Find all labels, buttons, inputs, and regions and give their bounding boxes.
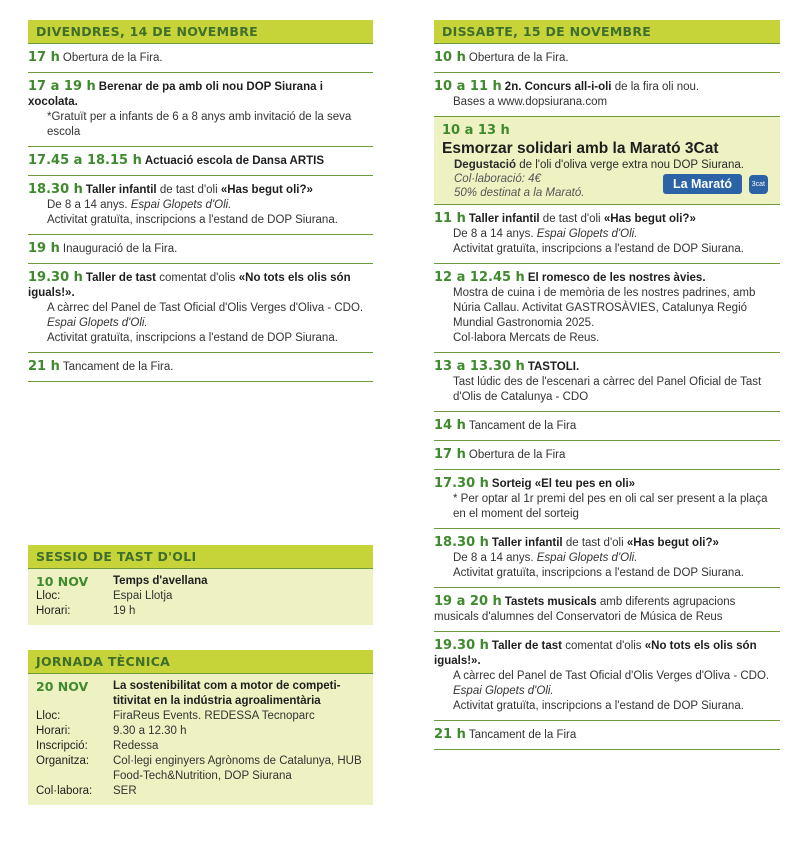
event-line: Activitat gratuïta, inscripcions a l'estand de DOP Siurana. [453, 567, 744, 579]
friday-event-4 [28, 176, 373, 235]
event-time: 19 a 20 h [434, 594, 502, 609]
event-title: Sorteig «El teu pes en oli» [491, 478, 636, 490]
event-line: Mostra de cuina i de memòria de les nostres padrines, amb Núria Callau. Activitat GASTROSÀVIES, Catalunya Regió Mundial Gastronomia 2025. [453, 287, 756, 329]
highlight-dest: 50% destinat a la Marató. [454, 187, 585, 199]
technical-title-row [36, 679, 365, 709]
event-time: 11 h [434, 211, 466, 226]
event-note: *Gratuït per a infants de 6 a 8 anys amb invitació de la seva escola [47, 111, 352, 138]
highlight-collab: Col·laboració: 4€ [454, 173, 541, 185]
event-text: Inauguració de la Fira. [62, 243, 178, 255]
event-title2: «Has begut oli?» [626, 537, 719, 549]
saturday-event-7 [434, 441, 780, 470]
event-text: de tast d'oli [565, 537, 624, 549]
event-line: Col·labora Mercats de Reus. [453, 332, 600, 344]
event-line: A càrrec del Panel de Tast Oficial d'Olis Verges d'Oliva - CDO. Espai Glopets d'Oli. [453, 670, 770, 697]
saturday-event-9 [434, 529, 780, 588]
event-time: 18.30 h [28, 182, 83, 197]
event-time: 19.30 h [28, 270, 83, 285]
technical-row: Lloc: FiraReus Events. REDESSA Tecnoparc [36, 710, 315, 722]
event-text: Tancament de la Fira. [62, 361, 174, 373]
saturday-event-12 [434, 721, 780, 750]
saturday-event-3 [434, 205, 780, 264]
tasting-header: SESSIO DE TAST D'OLI [28, 545, 373, 569]
event-text: amb diferents agrupacions musicals d'alumnes del Conservatori de Música de Reus [434, 596, 736, 623]
event-line: De 8 a 14 anys. Espai Glopets d'Oli. [453, 228, 638, 240]
friday-column [28, 20, 373, 382]
friday-event-2 [28, 73, 373, 147]
event-text: Tancament de la Fira [468, 420, 577, 432]
event-line: Tast lúdic des de l'escenari a càrrec del Panel Oficial de Tast d'Olis de Catalunya - CDO [453, 376, 762, 403]
technical-day-box [28, 650, 373, 805]
highlight-line: Degustació de l'oli d'oliva verge extra nou DOP Siurana. [454, 159, 744, 171]
event-title: Taller de tast [85, 272, 156, 284]
event-line: Activitat gratuïta, inscripcions a l'estand de DOP Siurana. [453, 700, 744, 712]
event-text: de tast d'oli [159, 184, 218, 196]
technical-row: Horari: 9.30 a 12.30 h [36, 725, 187, 737]
event-title: El romesco de les nostres àvies. [527, 272, 706, 284]
saturday-event-2 [434, 73, 780, 117]
event-title: TASTOLI. [527, 361, 580, 373]
event-time: 17.45 a 18.15 h [28, 153, 142, 168]
saturday-header: DISSABTE, 15 DE NOVEMBRE [434, 20, 780, 44]
saturday-column [434, 20, 780, 750]
event-text: comentat d'olis [159, 272, 236, 284]
event-time: 17 h [28, 50, 60, 65]
event-title: Actuació escola de Dansa ARTIS [144, 155, 325, 167]
saturday-event-5 [434, 353, 780, 412]
event-time: 19.30 h [434, 638, 489, 653]
technical-body [28, 674, 373, 805]
saturday-event-8 [434, 470, 780, 529]
technical-row: Inscripció: Redessa [36, 740, 159, 752]
event-time: 10 a 11 h [434, 79, 502, 94]
tasting-session-box [28, 545, 373, 625]
event-line: A càrrec del Panel de Tast Oficial d'Olis Verges d'Oliva - CDO. Espai Glopets d'Oli. [47, 302, 364, 329]
highlight-time: 10 a 13 h [442, 123, 510, 138]
event-line: Bases a www.dopsiurana.com [453, 96, 608, 108]
saturday-event-4 [434, 264, 780, 353]
event-time: 13 a 13.30 h [434, 359, 525, 374]
technical-row: Organitza: Col·legi enginyers Agrònoms de Catalunya, HUB Food-Tech&Nutrition, DOP Siurana [36, 755, 362, 782]
event-line: Activitat gratuïta, inscripcions a l'estand de DOP Siurana. [47, 214, 338, 226]
event-line: Activitat gratuïta, inscripcions a l'estand de DOP Siurana. [453, 243, 744, 255]
saturday-event-10 [434, 588, 780, 632]
event-title: Taller infantil [491, 537, 563, 549]
event-title2: «Has begut oli?» [603, 213, 696, 225]
technical-row: Col·labora: SER [36, 785, 137, 797]
event-time: 17 h [434, 447, 466, 462]
3cat-logo: 3cat [749, 175, 768, 194]
event-text: de la fira oli nou. [614, 81, 700, 93]
event-text: de tast d'oli [542, 213, 601, 225]
event-title2: «Has begut oli?» [220, 184, 313, 196]
event-text: Obertura de la Fira. [62, 52, 163, 64]
friday-event-3 [28, 147, 373, 176]
event-title: Taller infantil [85, 184, 157, 196]
event-time: 17 a 19 h [28, 79, 96, 94]
saturday-event-6 [434, 412, 780, 441]
event-time: 10 h [434, 50, 466, 65]
event-text: Obertura de la Fira. [468, 52, 569, 64]
tasting-row: Lloc: Espai Llotja [36, 590, 173, 602]
event-time: 14 h [434, 418, 466, 433]
event-title: 2n. Concurs all-i-oli [504, 81, 612, 93]
event-line: Activitat gratuïta, inscripcions a l'estand de DOP Siurana. [47, 332, 338, 344]
technical-header: JORNADA TÈCNICA [28, 650, 373, 674]
highlight-title: Esmorzar solidari amb la Marató 3Cat [442, 140, 719, 157]
event-time: 19 h [28, 241, 60, 256]
friday-event-1 [28, 44, 373, 73]
event-title2: «No tots els olis són iguals!». [434, 640, 757, 667]
tasting-body [28, 569, 373, 625]
event-time: 17.30 h [434, 476, 489, 491]
friday-header: DIVENDRES, 14 DE NOVEMBRE [28, 20, 373, 44]
technical-title: La sostenibilitat com a motor de competi- titivitat en la indústria agroalimentària [113, 680, 341, 707]
la-marato-logo: La Marató [663, 174, 742, 194]
event-time: 21 h [434, 727, 466, 742]
friday-event-5 [28, 235, 373, 264]
tasting-title-row [36, 574, 365, 589]
event-line: De 8 a 14 anys. Espai Glopets d'Oli. [47, 199, 232, 211]
event-title: Taller de tast [491, 640, 562, 652]
technical-date: 20 NOV [36, 679, 89, 694]
event-line: * Per optar al 1r premi del pes en oli cal ser present a la plaça en el moment del sorteig [453, 493, 768, 520]
event-time: 21 h [28, 359, 60, 374]
event-text: Obertura de la Fira [468, 449, 566, 461]
friday-event-6 [28, 264, 373, 353]
event-title2: «No tots els olis són iguals!». [28, 272, 351, 299]
event-time: 18.30 h [434, 535, 489, 550]
saturday-event-1 [434, 44, 780, 73]
tasting-date: 10 NOV [36, 574, 89, 589]
tasting-title: Temps d'avellana [113, 575, 208, 587]
marato-highlight [434, 117, 780, 205]
event-title: Berenar de pa amb oli nou DOP Siurana i xocolata. [28, 81, 323, 108]
event-title: Tastets musicals [504, 596, 597, 608]
event-title: Taller infantil [468, 213, 540, 225]
tasting-row: Horari: 19 h [36, 605, 136, 617]
friday-event-7 [28, 353, 373, 382]
event-time: 12 a 12.45 h [434, 270, 525, 285]
event-text: comentat d'olis [565, 640, 642, 652]
saturday-event-11 [434, 632, 780, 721]
event-text: Tancament de la Fira [468, 729, 577, 741]
event-line: De 8 a 14 anys. Espai Glopets d'Oli. [453, 552, 638, 564]
